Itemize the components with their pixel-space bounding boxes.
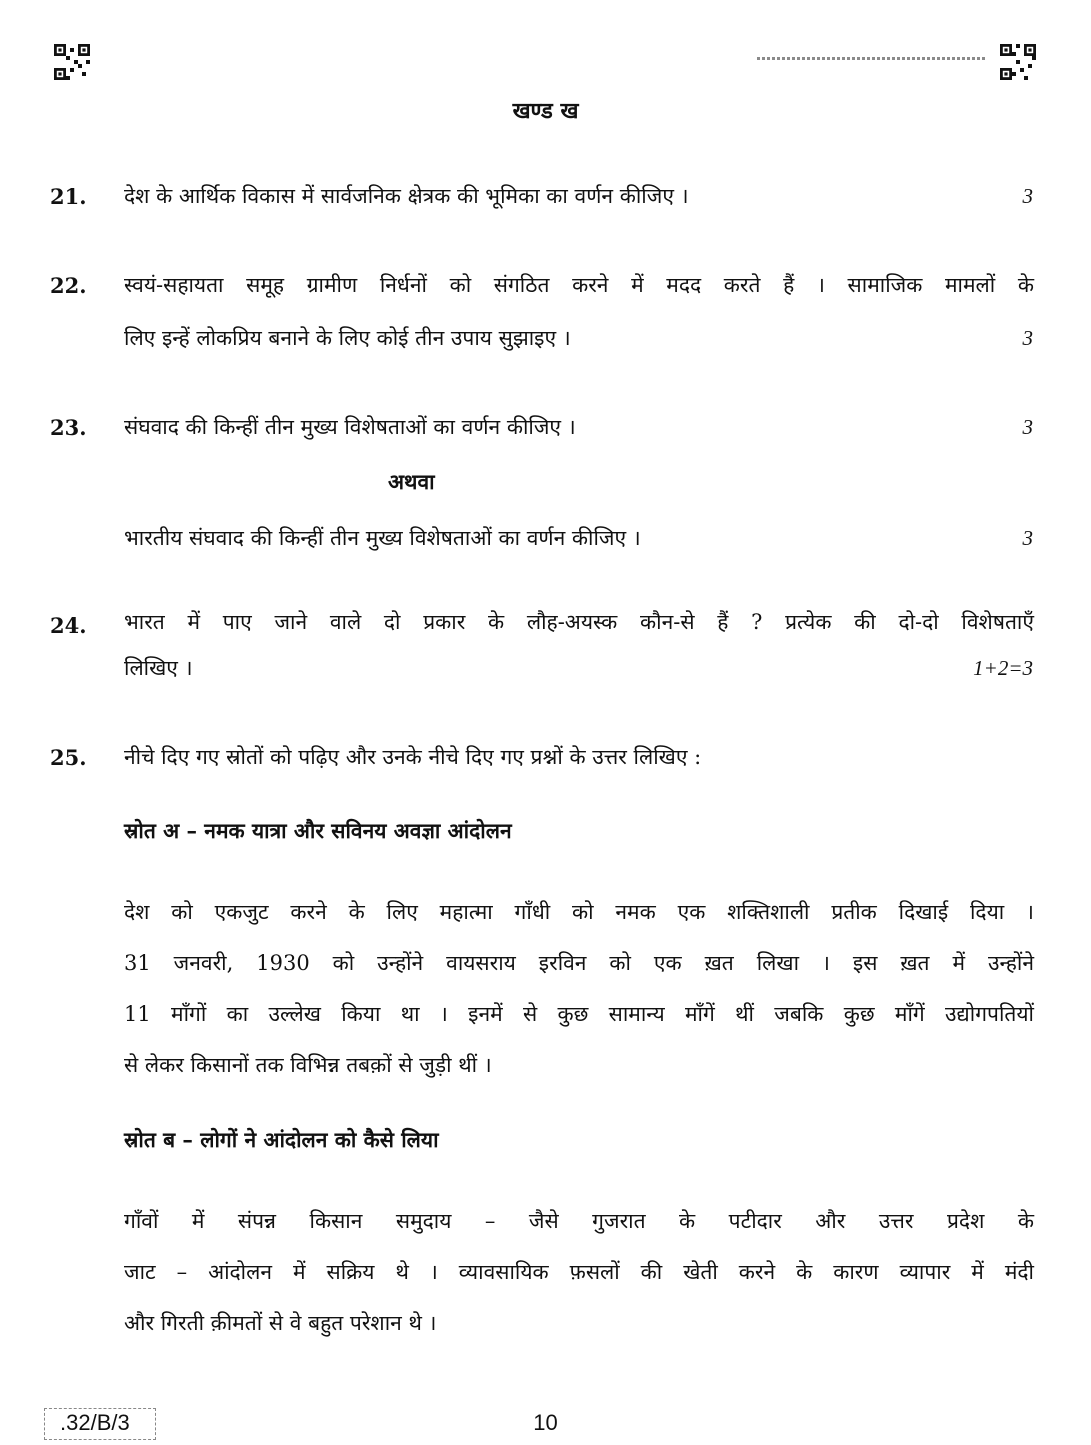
- question-text: भारतीय संघवाद की किन्हीं तीन मुख्य विशेषताओं का वर्णन कीजिए ।: [124, 526, 641, 550]
- question-text: देश के आर्थिक विकास में सार्वजनिक क्षेत्रक की भूमिका का वर्णन कीजिए ।: [124, 184, 689, 208]
- or-label: अथवा: [388, 469, 435, 494]
- paper-code: .32/B/3: [60, 1410, 130, 1435]
- question-text: नीचे दिए गए स्रोतों को पढ़िए और उनके नीचे दिए गए प्रश्नों के उत्तर लिखिए :: [124, 745, 702, 769]
- question-number: 25.: [50, 745, 87, 770]
- question-number: 21.: [50, 184, 87, 209]
- question-number: 23.: [50, 415, 87, 440]
- section-title: खण्ड ख: [512, 98, 579, 124]
- source-text: जाट – आंदोलन में सक्रिय थे । व्यावसायिक फ़सलों की खेती करने के कारण व्यापार में मंदी: [124, 1260, 1034, 1284]
- question-text: लिखिए ।: [124, 656, 193, 680]
- qr-code-icon: [54, 44, 90, 80]
- question-number: 22.: [50, 273, 87, 298]
- source-text: 31 जनवरी, 1930 को उन्होंने वायसराय इरविन को एक ख़त लिखा । इस ख़त में उन्होंने: [124, 951, 1034, 975]
- source-text: गाँवों में संपन्न किसान समुदाय – जैसे गुजरात के पटीदार और उत्तर प्रदेश के: [124, 1209, 1034, 1233]
- source-text: और गिरती क़ीमतों से वे बहुत परेशान थे ।: [124, 1311, 437, 1335]
- question-marks: 1+2=3: [973, 656, 1033, 680]
- question-text: संघवाद की किन्हीं तीन मुख्य विशेषताओं का वर्णन कीजिए ।: [124, 415, 576, 439]
- source-text: देश को एकजुट करने के लिए महात्मा गाँधी को नमक एक शक्तिशाली प्रतीक दिखाई दिया ।: [124, 900, 1034, 924]
- question-text: लिए इन्हें लोकप्रिय बनाने के लिए कोई तीन उपाय सुझाइए ।: [124, 326, 571, 350]
- question-marks: 3: [1022, 415, 1033, 439]
- question-text: स्वयं-सहायता समूह ग्रामीण निर्धनों को संगठित करने में मदद करते हैं । सामाजिक मामलों के: [124, 273, 1034, 297]
- question-marks: 3: [1022, 326, 1033, 350]
- qr-code-icon: [1000, 44, 1036, 80]
- source-title: स्रोत ब – लोगों ने आंदोलन को कैसे लिया: [124, 1127, 439, 1152]
- question-marks: 3: [1022, 184, 1033, 208]
- page-number: 10: [533, 1410, 558, 1435]
- source-text: 11 माँगों का उल्लेख किया था । इनमें से कुछ सामान्य माँगें थीं जबकि कुछ माँगें उद्योगपतियों: [124, 1002, 1034, 1026]
- header-strip: [757, 57, 987, 60]
- question-marks: 3: [1022, 526, 1033, 550]
- question-number: 24.: [50, 613, 87, 638]
- source-title: स्रोत अ – नमक यात्रा और सविनय अवज्ञा आंदोलन: [124, 818, 512, 843]
- source-text: से लेकर किसानों तक विभिन्न तबक़ों से जुड़ी थीं ।: [124, 1053, 492, 1077]
- question-text: भारत में पाए जाने वाले दो प्रकार के लौह-अयस्क कौन-से हैं ? प्रत्येक की दो-दो विशेषताएँ: [124, 610, 1034, 634]
